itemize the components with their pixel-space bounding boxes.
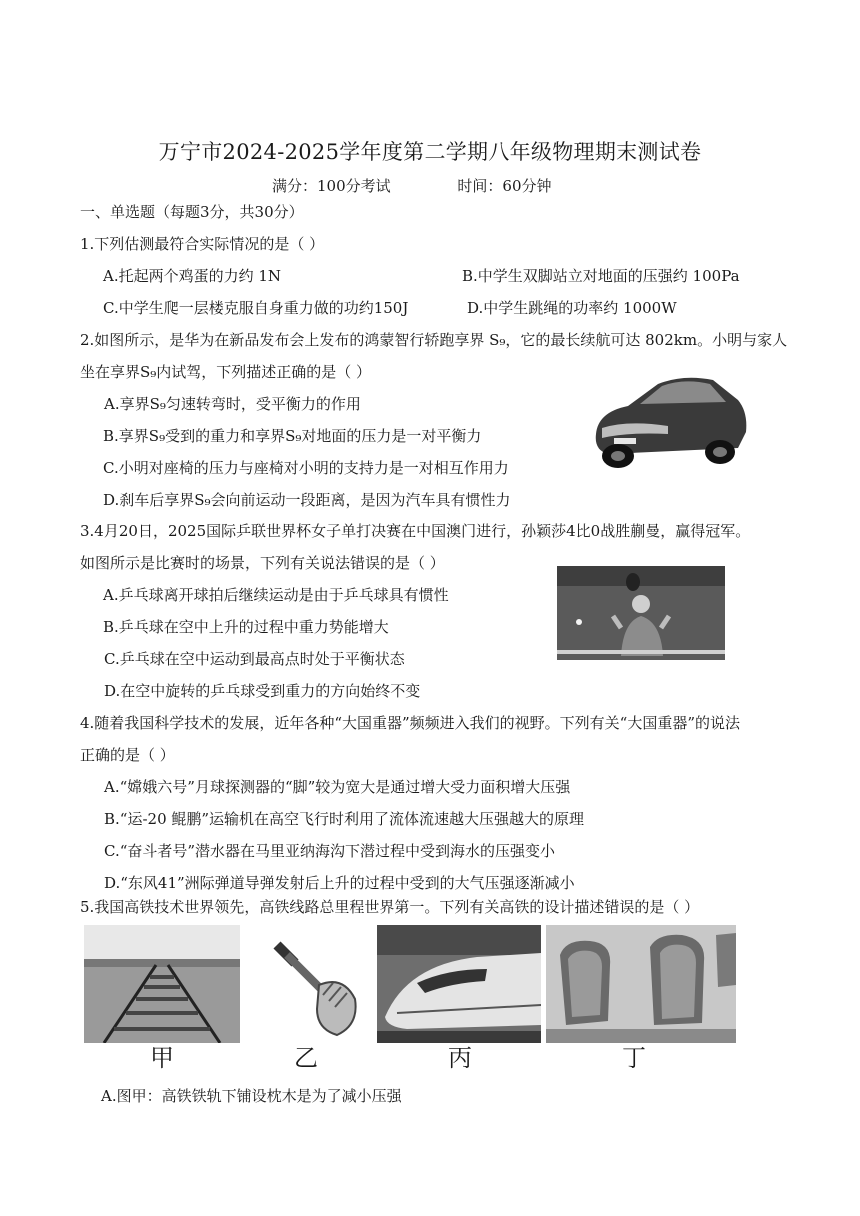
exam-title: 万宁市2024-2025学年度第二学期八年级物理期末测试卷 — [158, 140, 702, 164]
q4-option-d: D.“东风41”洲际弹道导弹发射后上升的过程中受到的大气压强逐渐减小 — [104, 874, 575, 892]
q1-stem: 1.下列估测最符合实际情况的是（ ） — [80, 235, 325, 253]
q3-option-c: C.乒乓球在空中运动到最高点时处于平衡状态 — [104, 650, 405, 668]
q4-option-b: B.“运-20 鲲鹏”运输机在高空飞行时利用了流体流速越大压强越大的原理 — [104, 810, 585, 828]
exam-meta — [272, 176, 614, 196]
q5-option-a: A.图甲：高铁铁轨下铺设枕木是为了减小压强 — [101, 1087, 402, 1105]
q3-option-d: D.在空中旋转的乒乓球受到重力的方向始终不变 — [104, 682, 421, 700]
q2-stem-line2: 坐在享界S₉内试驾，下列描述正确的是（ ） — [80, 363, 372, 381]
q4-option-a: A.“嫦娥六号”月球探测器的“脚”较为宽大是通过增大受力面积增大压强 — [104, 778, 571, 796]
caption-jia: 甲 — [150, 1044, 174, 1072]
caption-ding: 丁 — [622, 1044, 646, 1072]
table-tennis-image — [557, 566, 725, 660]
section-heading: 一、单选题（每题3分，共30分） — [80, 203, 304, 221]
train-seats-image — [546, 925, 736, 1043]
hammer-image — [247, 925, 371, 1043]
q2-stem-line1: 2.如图所示，是华为在新品发布会上发布的鸿蒙智行轿跑享界 S₉，它的最长续航可达 802km。小明与家人 — [80, 331, 788, 349]
q2-option-a: A.享界S₉匀速转弯时，受平衡力的作用 — [104, 395, 361, 413]
q3-option-a: A.乒乓球离开球拍后继续运动是由于乒乓球具有惯性 — [103, 586, 449, 604]
q5-stem: 5.我国高铁技术世界领先，高铁线路总里程世界第一。下列有关高铁的设计描述错误的是（ ） — [80, 898, 700, 916]
q3-stem-line1: 3.4月20日，2025国际乒联世界杯女子单打决赛在中国澳门进行，孙颖莎4比0战胜蒯曼，赢得冠军。 — [80, 522, 751, 540]
q2-option-d: D.刹车后享界S₉会向前运动一段距离，是因为汽车具有惯性力 — [103, 491, 511, 509]
q4-stem-line1: 4.随着我国科学技术的发展，近年各种“大国重器”频频进入我们的视野。下列有关“大国重器”的说法 — [80, 714, 740, 732]
caption-yi: 乙 — [294, 1044, 318, 1072]
bullet-train-image — [377, 925, 541, 1043]
q1-option-d: D.中学生跳绳的功率约 1000W — [467, 299, 677, 317]
q3-option-b: B.乒乓球在空中上升的过程中重力势能增大 — [103, 618, 389, 636]
q4-option-c: C.“奋斗者号”潜水器在马里亚纳海沟下潜过程中受到海水的压强变小 — [104, 842, 556, 860]
q1-option-b: B.中学生双脚站立对地面的压强约 100Pa — [462, 267, 740, 285]
car-image — [588, 362, 750, 472]
q2-option-c: C.小明对座椅的压力与座椅对小明的支持力是一对相互作用力 — [103, 459, 509, 477]
q4-stem-line2: 正确的是（ ） — [80, 746, 175, 764]
full-score: 满分：100分考试 — [272, 177, 391, 195]
q1-option-a: A.托起两个鸡蛋的力约 1N — [103, 267, 282, 285]
q2-option-b: B.享界S₉受到的重力和享界S₉对地面的压力是一对平衡力 — [103, 427, 482, 445]
railway-track-image — [84, 925, 240, 1043]
q3-stem-line2: 如图所示是比赛时的场景，下列有关说法错误的是（ ） — [80, 554, 445, 572]
q1-option-c: C.中学生爬一层楼克服自身重力做的功约150J — [103, 299, 409, 317]
caption-bing: 丙 — [448, 1044, 472, 1072]
exam-time: 时间：60分钟 — [457, 177, 552, 195]
